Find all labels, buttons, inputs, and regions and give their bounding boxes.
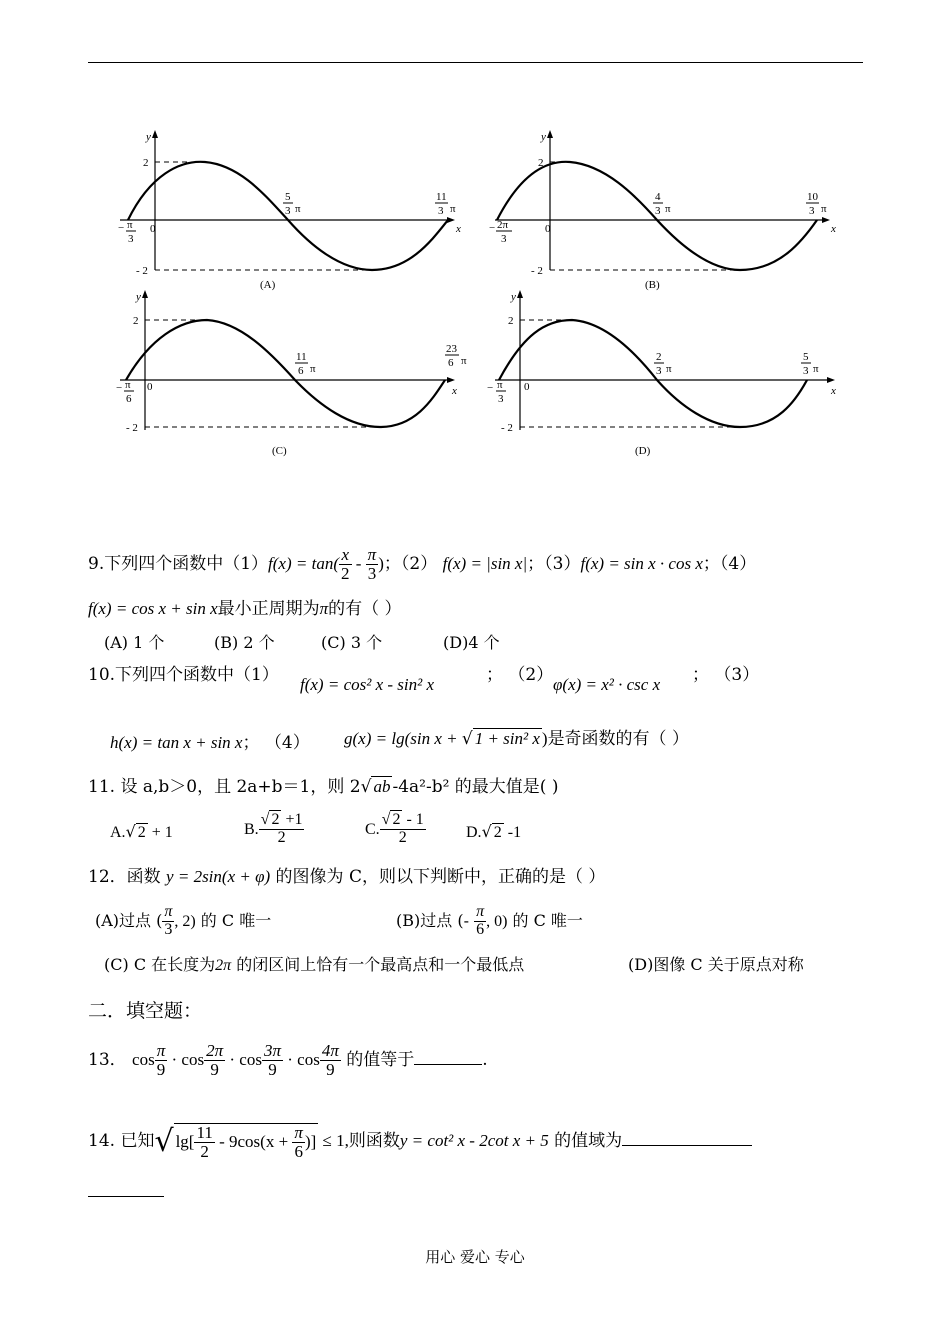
graph-b-left-den: 3	[501, 233, 507, 245]
graph-b-axis-x: x	[831, 223, 836, 235]
graph-d-left-num: π	[497, 379, 503, 391]
graph-d-axis-y: y	[511, 291, 516, 303]
graph-d-origin: 0	[524, 381, 530, 393]
question-14: 14. 已知√ lg[ $\frac{11}{2}$ - 9cos(x + $\frac{\pi}{6}$ )] ≤ 1,则函数y = cot² x - 2cot x + 5 的值域为	[88, 1122, 752, 1161]
q11-option-d[interactable]: D.√ 2 -1	[466, 822, 522, 841]
graph-b-origin: 0	[545, 223, 551, 235]
q9-option-b[interactable]: (B) 2 个	[214, 633, 275, 652]
q10-sep3: ； （3）	[692, 665, 760, 685]
graph-a-right-num: 11	[436, 191, 447, 203]
graph-a-left-den: 3	[128, 233, 134, 245]
graph-b-axis-y: y	[541, 131, 546, 143]
graph-a-right-pi: π	[450, 203, 456, 215]
graph-d-mid-den: 3	[656, 365, 662, 377]
graph-c-left-num: π	[125, 379, 131, 391]
q9-option-a[interactable]: (A) 1 个	[104, 633, 165, 652]
graph-d-axis-x: x	[831, 385, 836, 397]
graph-c	[116, 290, 467, 457]
graph-a	[118, 130, 461, 291]
q10-f3: h(x) = tan x + sin x； （4）	[110, 733, 310, 753]
q14-answer-blank-continued[interactable]	[88, 1196, 164, 1197]
graphs-figure	[110, 120, 850, 465]
graph-b-right-pi: π	[821, 203, 827, 215]
graph-b-ymax: 2	[538, 157, 544, 169]
q11-option-a[interactable]: A.√ 2 + 1	[110, 822, 173, 841]
graph-d-right-den: 3	[803, 365, 809, 377]
page-footer: 用心 爱心 专心	[425, 1248, 525, 1266]
graph-a-label: (A)	[260, 279, 276, 291]
graph-c-left-den: 6	[126, 393, 132, 405]
graph-d-mid-num: 2	[656, 351, 662, 363]
question-11: 11. 设 a,b＞0，且 2a+b＝1，则 2√ ab -4a²-b² 的最大值是( )	[88, 777, 559, 797]
header-rule	[88, 62, 863, 63]
graph-b-label: (B)	[645, 279, 660, 291]
graph-a-ymax: 2	[143, 157, 149, 169]
question-10: 10.下列四个函数中（1）	[88, 665, 279, 685]
graph-c-axis-x: x	[452, 385, 457, 397]
graph-a-ymin: - 2	[136, 265, 148, 277]
graph-a-axis-x: x	[456, 223, 461, 235]
question-9: 9.下列四个函数中（1）f(x) = tan( $\frac{x}{2}$ - $\frac{\pi}{3}$ )；（2） f(x) = |sin x|；（3）f(x) = sin x · cos x；（4）	[88, 545, 757, 583]
q12-option-a[interactable]: (A)过点 ( $\frac{\pi}{3}$ , 2) 的 C 唯一	[95, 903, 272, 938]
q10-f2: φ(x) = x² · csc x	[553, 675, 661, 694]
graph-a-left-num: π	[127, 219, 133, 231]
graph-a-mid-pi: π	[295, 203, 301, 215]
graph-c-mid-num: 11	[296, 351, 307, 363]
q14-answer-blank[interactable]	[622, 1145, 752, 1146]
graph-a-origin: 0	[150, 223, 156, 235]
graph-c-right-num: 23	[446, 343, 457, 355]
graph-c-label: (C)	[272, 445, 287, 457]
q11-option-b[interactable]: B. $\frac{√ 2 +1}{2}$	[244, 811, 303, 846]
graph-c-mid-pi: π	[310, 363, 316, 375]
q10-f1: f(x) = cos² x - sin² x	[300, 675, 435, 694]
svg-text:−: −	[489, 222, 496, 234]
q9-option-c[interactable]: (C) 3 个	[321, 633, 383, 652]
graph-d	[487, 290, 836, 457]
graph-d-right-num: 5	[803, 351, 809, 363]
graph-a-mid-den: 3	[285, 205, 291, 217]
graph-b-right-num: 10	[807, 191, 818, 203]
graph-d-right-pi: π	[813, 363, 819, 375]
graph-c-axis-y: y	[136, 291, 141, 303]
question-13: 13． cos $\frac{\pi}{9}$ · cos $\frac{2\pi}{9}$ · cos $\frac{3\pi}{9}$ · cos $\frac{4\pi}{9}$ 的值等于 .	[88, 1041, 488, 1079]
graph-d-ymax: 2	[508, 315, 514, 327]
graph-a-axis-y: y	[146, 131, 151, 143]
graph-c-origin: 0	[147, 381, 153, 393]
graph-b-mid-den: 3	[655, 205, 661, 217]
graph-b-mid-pi: π	[665, 203, 671, 215]
section-2-title: 二．填空题：	[88, 1000, 203, 1022]
graph-c-ymax: 2	[133, 315, 139, 327]
graph-b-mid-num: 4	[655, 191, 661, 203]
graph-d-ymin: - 2	[501, 422, 513, 434]
graph-d-mid-pi: π	[666, 363, 672, 375]
question-12: 12．函数 y = 2sin(x + φ) 的图像为 C，则以下判断中，正确的是（ ）	[88, 867, 606, 887]
graph-c-right-den: 6	[448, 357, 454, 369]
graph-b-ymin: - 2	[531, 265, 543, 277]
q13-answer-blank[interactable]	[414, 1064, 482, 1065]
q9-option-d[interactable]: (D)4 个	[443, 633, 500, 652]
svg-text:−: −	[118, 222, 125, 234]
graph-c-right-pi: π	[461, 355, 467, 367]
graph-a-mid-num: 5	[285, 191, 291, 203]
q12-option-d[interactable]: (D)图像 C 关于原点对称	[628, 955, 804, 974]
svg-text:−: −	[116, 382, 123, 394]
graph-b-right-den: 3	[809, 205, 815, 217]
graph-c-ymin: - 2	[126, 422, 138, 434]
q11-option-c[interactable]: C. $\frac{√ 2 - 1}{2}$	[365, 811, 424, 846]
q10-sep2: ； （2）	[486, 665, 554, 685]
graph-b	[489, 130, 836, 291]
q12-option-b[interactable]: (B)过点 (- $\frac{\pi}{6}$ , 0) 的 C 唯一	[396, 903, 583, 938]
question-9-line2: f(x) = cos x + sin x最小正周期为π的有（ ）	[88, 599, 402, 619]
q10-f4: g(x) = lg(sin x + √ 1 + sin² x )是奇函数的有（ ）	[344, 729, 689, 749]
graph-a-right-den: 3	[438, 205, 444, 217]
graph-d-label: (D)	[635, 445, 651, 457]
graph-d-left-den: 3	[498, 393, 504, 405]
graph-b-left-num: 2π	[497, 219, 509, 231]
graph-c-mid-den: 6	[298, 365, 304, 377]
svg-text:−: −	[487, 382, 494, 394]
q12-option-c[interactable]: (C) C 在长度为2π 的闭区间上恰有一个最高点和一个最低点	[104, 955, 525, 974]
